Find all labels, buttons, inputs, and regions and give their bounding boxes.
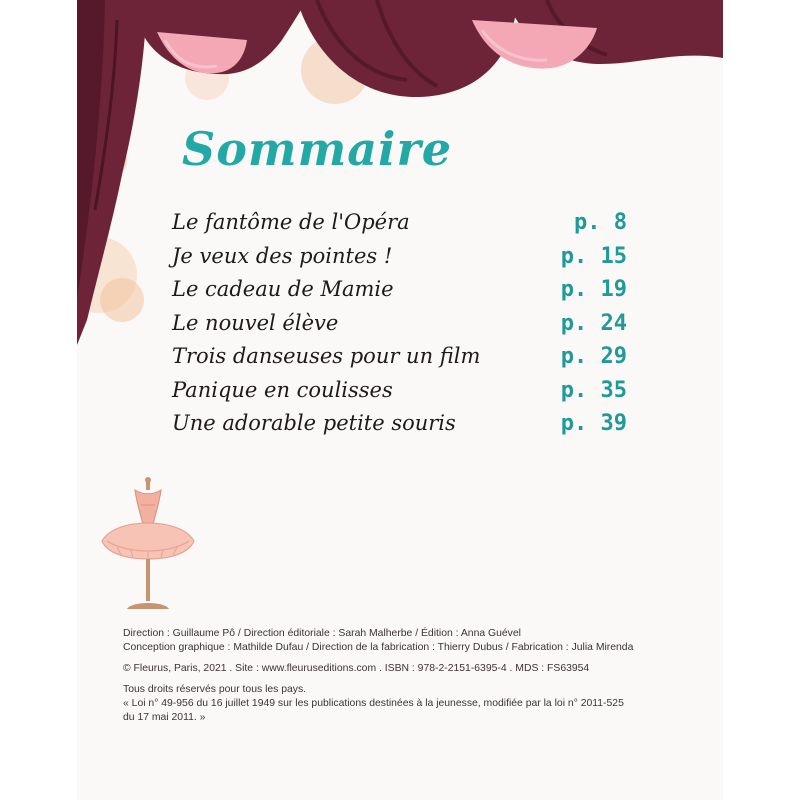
- toc-item[interactable]: [172, 378, 627, 412]
- toc-item[interactable]: [172, 311, 627, 345]
- toc-item[interactable]: [172, 210, 627, 244]
- toc-item-title: Le cadeau de Mamie: [172, 277, 394, 301]
- rights-line: Tous droits réservés pour tous les pays.: [123, 684, 307, 695]
- credits-line: Conception graphique : Mathilde Dufau / Direction de la fabrication : Thierry Dubus / Fabrication : Julia Mirenda: [123, 642, 634, 653]
- toc-item-page: p. 8: [574, 210, 627, 235]
- toc-item-page: p. 29: [560, 344, 627, 369]
- toc-item-page: p. 19: [560, 277, 627, 302]
- toc-item-title: Panique en coulisses: [172, 377, 393, 402]
- toc-item[interactable]: [172, 244, 627, 278]
- toc-item-page: p. 39: [560, 411, 627, 436]
- page-title: Sommaire: [182, 122, 453, 176]
- credits-line: Direction : Guillaume Pô / Direction éditoriale : Sarah Malherbe / Édition : Anna Guével: [123, 628, 521, 639]
- toc-item-page: p. 15: [560, 243, 627, 269]
- toc-item-title: Je veux des pointes !: [172, 243, 393, 268]
- toc-item[interactable]: [172, 277, 627, 311]
- toc-item-title: Une adorable petite souris: [172, 411, 456, 435]
- toc-item[interactable]: [172, 411, 627, 445]
- toc-item-title: Trois danseuses pour un film: [172, 344, 481, 368]
- toc-item-page: p. 24: [560, 310, 627, 336]
- toc-item-page: p. 35: [560, 377, 627, 403]
- toc-item[interactable]: [172, 344, 627, 378]
- table-of-contents: [172, 210, 627, 445]
- tutu-mannequin-illustration: [97, 475, 197, 615]
- law-line: du 17 mai 2011. »: [123, 712, 206, 723]
- law-line: « Loi n° 49-956 du 16 juillet 1949 sur les publications destinées à la jeunesse, modifiée par la loi n° 2011-525: [123, 698, 624, 709]
- toc-item-title: Le nouvel élève: [172, 310, 339, 335]
- copyright-line: © Fleurus, Paris, 2021 . Site : www.fleuruseditions.com . ISBN : 978-2-2151-6395-4 . MDS : FS63954: [123, 663, 590, 674]
- book-page: [77, 0, 723, 800]
- toc-item-title: Le fantôme de l'Opéra: [172, 210, 410, 234]
- publication-credits: [123, 627, 723, 725]
